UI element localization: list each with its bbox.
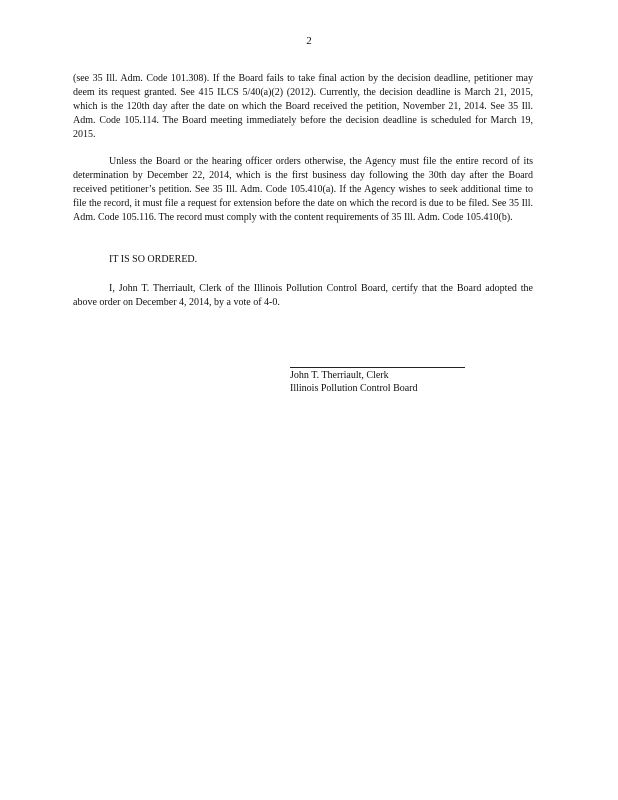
signature-name: John T. Therriault, Clerk [290, 370, 389, 381]
signature-line [290, 367, 465, 368]
paragraph-so-ordered: IT IS SO ORDERED. [109, 254, 198, 265]
paragraph-agency-record: Unless the Board or the hearing officer orders otherwise, the Agency must file the entire record of its determination by December 22, 2014, which is the first business day following the 30th day after the Board received petitioner’s petition. See 35 Ill. Adm. Code 105.410(a). If the Agency wishes to seek additional time to file the record, it must file a request for extension before the date on which the record is due to be filed. See 35 Ill. Adm. Code 105.116. The record must comply with the content requirements of 35 Ill. Adm. Code 105.410(b). [73, 156, 533, 223]
signature-organization: Illinois Pollution Control Board [290, 383, 418, 394]
page-number: 2 [306, 35, 312, 47]
paragraph-decision-deadline: (see 35 Ill. Adm. Code 101.308). If the Board fails to take final action by the decision deadline, petitioner may deem its request granted. See 415 ILCS 5/40(a)(2) (2012). Currently, the decision deadline is March 21, 2015, which is the 120th day after the date on which the Board received the petition, November 21, 2014. See 35 Ill. Adm. Code 105.114. The Board meeting immediately before the decision deadline is scheduled for March 19, 2015. [73, 73, 533, 140]
paragraph-clerk-certification: I, John T. Therriault, Clerk of the Illinois Pollution Control Board, certify that the Board adopted the above order on December 4, 2014, by a vote of 4-0. [73, 283, 533, 308]
signature-block [290, 369, 418, 395]
